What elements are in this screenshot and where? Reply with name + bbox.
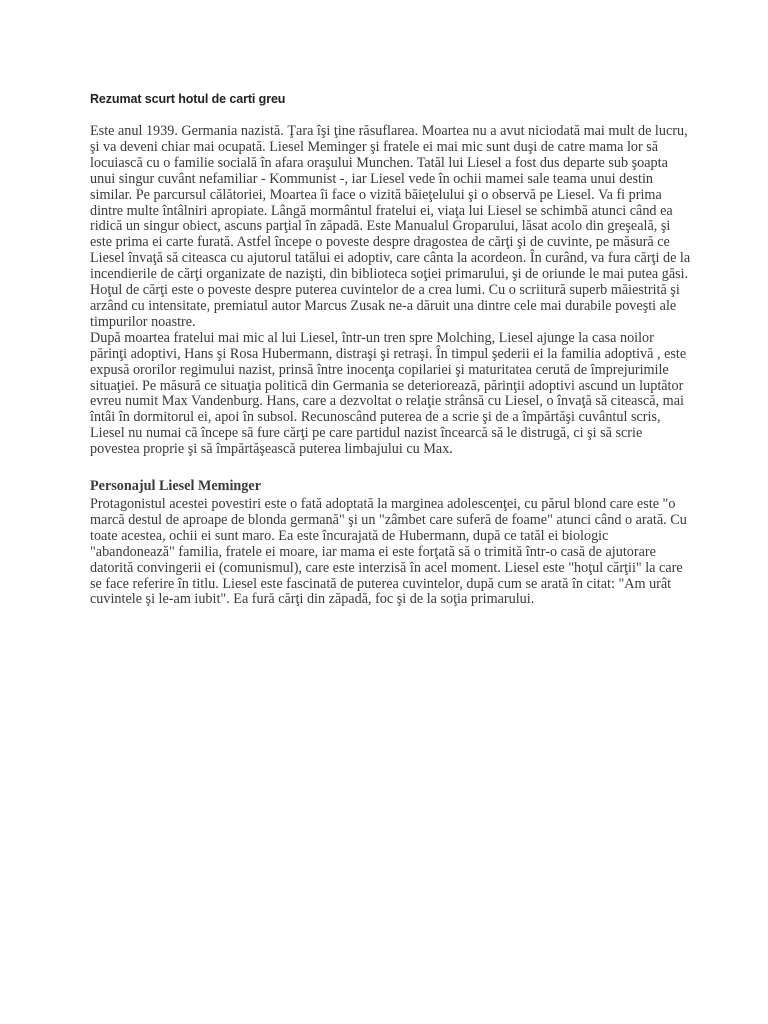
character-paragraph: Protagonistul acestei povestiri este o fată adoptată la marginea adolescenţei, cu părul blond care este "o marcă destul de aproape de blonda germană" şi un "zâmbet care suferă de foame" atunci când o arată. Cu toate acestea, ochii ei sunt maro. Ea este încurajată de Hubermann, după ce tatăl ei biologic "abandonează" familia, fratele ei moare, iar mama ei este forţată să o trimită într-o casă de ajutorare datorită convingerii ei (comunismul), care este interzisă în acel moment. Liesel este "hoţul cărţii" la care se face referire în titlu. Liesel este fascinată de puterea cuvintelor, după cum se arată în citat: "Am urât cuvintele şi le-am iubit". Ea fură cărţi din zăpadă, foc şi de la soţia primarului. — [90, 496, 687, 608]
summary-paragraph-2: După moartea fratelui mai mic al lui Liesel, într-un tren spre Molching, Liesel ajunge la casa noilor părinţi adoptivi, Hans şi Rosa Hubermann, distraşi şi retraşi. În timpul şederii ei la familia adoptivă , este expusă ororilor regimului nazist, prinsă între inocenţa copilariei şi maturitatea cerută de împrejurimile situaţiei. Pe măsură ce situaţia politică din Germania se deteriorează, părinţii adoptivi ascund un luptător evreu numit Max Vandenburg. Hans, care a dezvoltat o relaţie strânsă cu Liesel, o învaţă să citească, mai întâi în dormitorul ei, apoi în subsol. Recunoscând puterea de a scrie şi de a împărtăşi cuvântul scris, Liesel nu numai că începe să fure cărţi pe care partidul nazist încearcă să le distrugă, ci şi să scrie povestea proprie şi să împărtăşească puterea limbajului cu Max. — [90, 329, 687, 458]
section-heading: Personajul Liesel Meminger — [90, 478, 261, 495]
document-page — [90, 92, 692, 608]
document-title: Rezumat scurt hotul de carti greu — [90, 92, 286, 106]
summary-paragraph-1: Este anul 1939. Germania nazistă. Ţara îşi ţine răsuflarea. Moartea nu a avut niciodată mai mult de lucru, şi va deveni chiar mai ocupată. Liesel Meminger şi fratele ei mai mic sunt duşi de catre mama lor să locuiască cu o familie socială în afara oraşului Munchen. Tatăl lui Liesel a fost dus departe sub şoapta unui singur cuvânt nefamiliar - Kommunist -, iar Liesel vede în ochii mamei sale teama unui destin similar. Pe parcursul călătoriei, Moartea îi face o vizită băieţelului şi o observă pe Liesel. Va fi prima dintre multe întâlniri apropiate. Lângă mormântul fratelui ei, viaţa lui Liesel se schimbă atunci când ea ridică un singur obiect, ascuns parţial în zăpadă. Este Manualul Groparului, lăsat acolo din greşeală, şi este prima ei carte furată. Astfel începe o poveste despre dragostea de cărţi şi de cuvinte, pe măsură ce Liesel învaţă să citeasca cu ajutorul tatălui ei adoptiv, care cânta la acordeon. În curând, va fura cărţi de la incendierile de cărţi organizate de nazişti, din biblioteca soţiei primarului, şi de oriunde le mai putea găsi. Hoţul de cărţi este o poveste despre puterea cuvintelor de a crea lumi. Cu o scriitură superb măiestrită şi arzând cu intensitate, premiatul autor Marcus Zusak ne-a dăruit una dintre cele mai durabile poveşti ale timpurilor noastre. — [90, 123, 691, 330]
